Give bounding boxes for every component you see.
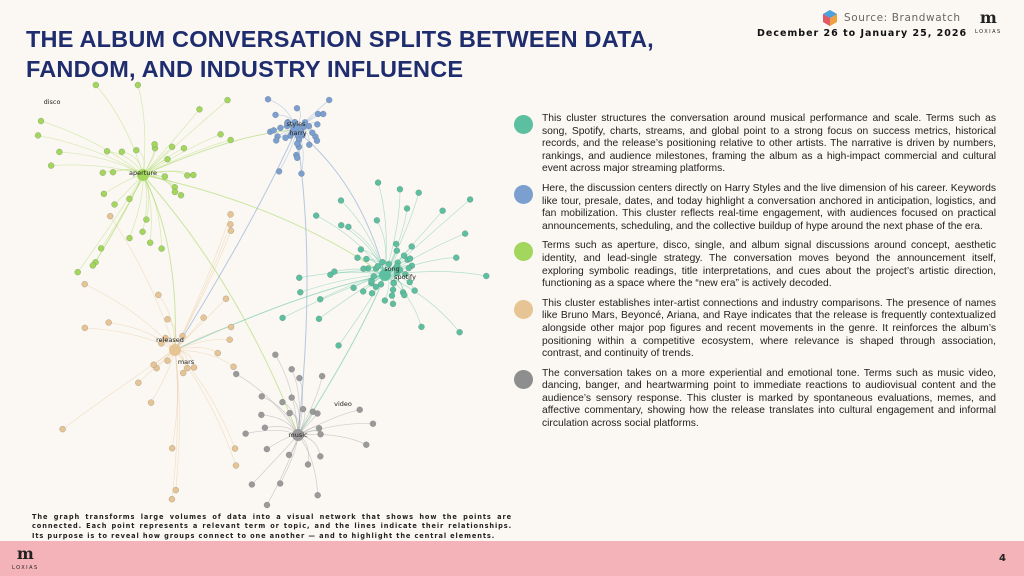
date-range: December 26 to January 25, 2026 — [757, 28, 968, 39]
cluster-color-dot — [514, 242, 533, 261]
brandwatch-logo-icon — [822, 10, 838, 26]
term-node — [232, 446, 238, 452]
term-node — [272, 352, 278, 358]
term-node — [401, 292, 407, 298]
term-node — [294, 105, 300, 111]
term-node — [316, 316, 322, 322]
term-node — [409, 243, 415, 249]
term-node — [184, 172, 190, 178]
term-node — [370, 421, 376, 427]
term-node — [407, 256, 413, 262]
term-node — [271, 127, 277, 133]
legend-item-performance: This cluster structures the conversation around musical performance and scale. Terms such as song, Spotify, charts, streams, and global point to a strong focus on success metrics, historical records, and the release’s positioning relative to other artists. The narrative is driven by numbers, rankings, and audience milestones, framing the album as a high-impact commercial and cultural event across major streaming platforms. — [514, 113, 996, 176]
legend-item-experiential: The conversation takes on a more experiential and emotional tone. Terms such as music video, dancing, banger, and heartwarming point to immediate reactions to audiovisual content and the audience’s sensory response. This cluster is marked by spontaneous evaluations, memes, and affective commentary, showing how the release translates into cultural engagement and informal circulation across social platforms. — [514, 368, 996, 431]
edge — [101, 175, 143, 248]
term-node — [305, 462, 311, 468]
node-label-styles: styles — [286, 120, 306, 128]
term-node — [375, 263, 381, 269]
term-node — [300, 406, 306, 412]
node-label-disco: disco — [43, 98, 61, 106]
term-node — [319, 373, 325, 379]
term-node — [169, 496, 175, 502]
term-node — [338, 222, 344, 228]
term-node — [314, 121, 320, 127]
term-node — [196, 106, 202, 112]
term-node — [169, 445, 175, 451]
term-node — [228, 324, 234, 330]
page-number: 4 — [999, 553, 1006, 564]
edge — [175, 224, 230, 350]
term-node — [286, 452, 292, 458]
graph-caption: The graph transforms large volumes of data into a visual network that shows how the points are connected. Each point represents a relevant term or topic, and the lines indicate their relationships. Its purpose is to reveal how groups connect to one another — and to highlight the central elements. — [32, 513, 512, 540]
term-node — [259, 393, 265, 399]
page-title: THE ALBUM CONVERSATION SPLITS BETWEEN DATA, FANDOM, AND INDUSTRY INFLUENCE — [26, 26, 654, 82]
term-node — [119, 149, 125, 155]
node-label-mars: mars — [177, 358, 195, 366]
term-node — [173, 487, 179, 493]
edge — [96, 85, 143, 175]
term-node — [393, 241, 399, 247]
legend-item-concept: Terms such as aperture, disco, single, and album signal discussions around concept, aesthetic identity, and lead-single strategy. The conversation moves beyond the announcement itself, exploring symbolic readings, title interpretations, and cues about the project’s artistic direction, functioning as a space where the “new era” is actively decoded. — [514, 240, 996, 290]
term-node — [164, 358, 170, 364]
footer-bar — [0, 541, 1024, 576]
term-node — [287, 410, 293, 416]
term-node — [104, 148, 110, 154]
term-node — [306, 142, 312, 148]
term-node — [326, 97, 332, 103]
term-node — [112, 201, 118, 207]
term-node — [374, 217, 380, 223]
cluster-link — [175, 130, 296, 350]
term-node — [289, 366, 295, 372]
edge — [41, 121, 143, 175]
term-node — [228, 211, 234, 217]
term-node — [262, 425, 268, 431]
term-node — [296, 375, 302, 381]
term-node — [201, 315, 207, 321]
term-node — [336, 342, 342, 348]
cluster-color-dot — [514, 370, 533, 389]
term-node — [126, 235, 132, 241]
term-node — [151, 362, 157, 368]
term-node — [467, 196, 473, 202]
term-node — [218, 131, 224, 137]
term-node — [152, 141, 158, 147]
term-node — [228, 137, 234, 143]
node-label-music: music — [288, 431, 308, 439]
edge — [143, 100, 228, 175]
footer-logo: m LOXIAS — [12, 544, 39, 571]
term-node — [38, 118, 44, 124]
node-label-video: video — [334, 400, 352, 408]
term-node — [412, 288, 418, 294]
term-node — [277, 125, 283, 131]
node-label-aperture: aperture — [129, 169, 157, 177]
term-node — [147, 240, 153, 246]
term-node — [243, 431, 249, 437]
term-node — [223, 296, 229, 302]
edge — [298, 434, 366, 444]
term-node — [397, 186, 403, 192]
term-node — [159, 246, 165, 252]
term-node — [233, 463, 239, 469]
term-node — [277, 481, 283, 487]
legend-item-harry-styles: Here, the discussion centers directly on Harry Styles and the live dimension of his career. Keywords like tour, presale, dates, and today highlight a conversation anchored in anticipation, logistics, and fan mobilization. This cluster reflects real-time engagement, with audiences focused on practical announcements, scheduling, and the collective buildup of hype around the next phase of the era. — [514, 183, 996, 233]
term-node — [440, 208, 446, 214]
term-node — [184, 365, 190, 371]
term-node — [135, 82, 141, 88]
term-node — [345, 224, 351, 230]
edge — [267, 435, 298, 505]
term-node — [264, 446, 270, 452]
term-node — [313, 213, 319, 219]
term-node — [107, 213, 113, 219]
term-node — [314, 410, 320, 416]
term-node — [273, 137, 279, 143]
cluster-color-dot — [514, 185, 533, 204]
term-node — [140, 229, 146, 235]
term-node — [110, 169, 116, 175]
term-node — [90, 262, 96, 268]
term-node — [265, 96, 271, 102]
term-node — [162, 173, 168, 179]
term-node — [320, 111, 326, 117]
term-node — [357, 407, 363, 413]
term-node — [280, 315, 286, 321]
term-node — [361, 266, 367, 272]
term-node — [375, 180, 381, 186]
term-node — [371, 273, 377, 279]
node-label-released: released — [156, 336, 184, 344]
term-node — [181, 145, 187, 151]
term-node — [363, 256, 369, 262]
edge — [143, 109, 199, 175]
term-node — [48, 163, 54, 169]
term-node — [316, 425, 322, 431]
term-node — [418, 324, 424, 330]
term-node — [60, 426, 66, 432]
loxias-logo: m LOXIAS — [975, 8, 1002, 35]
term-node — [315, 492, 321, 498]
cluster-color-dot — [514, 300, 533, 319]
term-node — [233, 371, 239, 377]
term-node — [391, 280, 397, 286]
term-node — [135, 380, 141, 386]
term-node — [56, 149, 62, 155]
term-node — [373, 284, 379, 290]
term-node — [143, 217, 149, 223]
term-node — [249, 481, 255, 487]
term-node — [294, 155, 300, 161]
term-node — [416, 190, 422, 196]
term-node — [279, 399, 285, 405]
term-node — [180, 370, 186, 376]
term-node — [264, 502, 270, 508]
term-node — [389, 293, 395, 299]
legend-item-industry: This cluster establishes inter-artist connections and industry comparisons. The presence of names like Bruno Mars, Beyoncé, Ariana, and Raye indicates that the release is frequently contextualized alongside other major pop figures and recent movements in the genre. It reinforces the album’s positioning within a competitive ecosystem, where relevance is shaped through association, contrast, and continuity of trends. — [514, 298, 996, 361]
term-node — [227, 337, 233, 343]
term-node — [273, 112, 279, 118]
term-node — [75, 269, 81, 275]
term-node — [338, 197, 344, 203]
term-node — [314, 138, 320, 144]
term-node — [298, 171, 304, 177]
term-node — [93, 82, 99, 88]
term-node — [390, 301, 396, 307]
source-label — [822, 10, 961, 26]
node-label-harry: harry — [289, 129, 307, 137]
term-node — [100, 170, 106, 176]
term-node — [483, 273, 489, 279]
term-node — [294, 141, 300, 147]
term-node — [363, 442, 369, 448]
term-node — [276, 168, 282, 174]
term-node — [35, 132, 41, 138]
term-node — [155, 292, 161, 298]
term-node — [296, 275, 302, 281]
term-node — [190, 172, 196, 178]
term-node — [453, 255, 459, 261]
term-node — [457, 329, 463, 335]
term-node — [165, 316, 171, 322]
cluster-color-dot — [514, 115, 533, 134]
term-node — [82, 281, 88, 287]
edge — [129, 175, 143, 238]
term-node — [215, 350, 221, 356]
term-node — [354, 255, 360, 261]
term-node — [258, 412, 264, 418]
term-node — [178, 192, 184, 198]
term-node — [317, 453, 323, 459]
term-node — [382, 298, 388, 304]
network-graph — [0, 80, 510, 510]
term-node — [317, 296, 323, 302]
term-node — [351, 285, 357, 291]
source-text: Source: Brandwatch — [844, 12, 961, 24]
term-node — [82, 325, 88, 331]
term-node — [231, 364, 237, 370]
term-node — [225, 97, 231, 103]
cluster-legend — [514, 113, 996, 438]
node-label-song: song — [384, 265, 400, 273]
node-label-spotify: spotify — [394, 273, 416, 281]
term-node — [148, 400, 154, 406]
cluster-link — [143, 175, 298, 435]
term-node — [331, 269, 337, 275]
term-node — [404, 205, 410, 211]
term-node — [297, 289, 303, 295]
hub-node — [169, 344, 181, 356]
term-node — [106, 320, 112, 326]
term-node — [101, 191, 107, 197]
term-node — [462, 231, 468, 237]
